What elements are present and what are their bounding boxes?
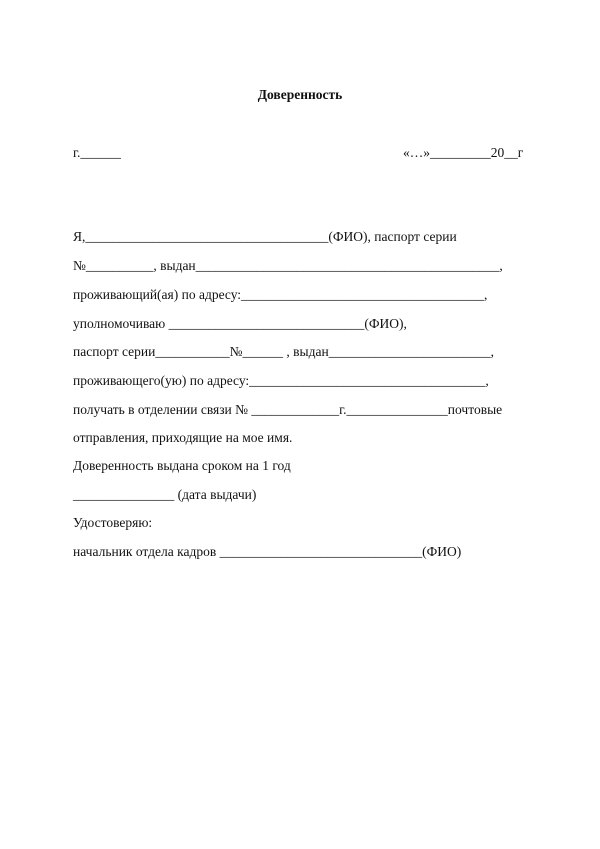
line-passport-issued: №__________, выдан_____________________________________________,	[73, 258, 503, 273]
line-agent-address: проживающего(ую) по адресу:___________________________________,	[73, 373, 489, 388]
city-line: г.______	[73, 145, 121, 160]
line-authorize: уполномочиваю _____________________________(ФИО),	[73, 316, 407, 331]
line-issue-date: _______________ (дата выдачи)	[73, 487, 257, 502]
line-hr-head: начальник отдела кадров ______________________________(ФИО)	[73, 544, 462, 559]
line-validity: Доверенность выдана сроком на 1 год	[73, 458, 291, 473]
line-certify: Удостоверяю:	[73, 515, 153, 530]
date-line: «…»_________20__г	[403, 145, 524, 160]
line-residing-address: проживающий(ая) по адресу:____________________________________,	[73, 287, 488, 302]
document-title: Доверенность	[257, 87, 343, 102]
line-post-office: получать в отделении связи № _____________г._______________почтовые	[73, 402, 503, 417]
line-name-passport: Я,____________________________________(ФИО), паспорт серии	[73, 229, 457, 244]
line-mail-items: отправления, приходящие на мое имя.	[73, 430, 293, 445]
line-agent-passport: паспорт серии___________№______ , выдан________________________,	[73, 344, 495, 359]
